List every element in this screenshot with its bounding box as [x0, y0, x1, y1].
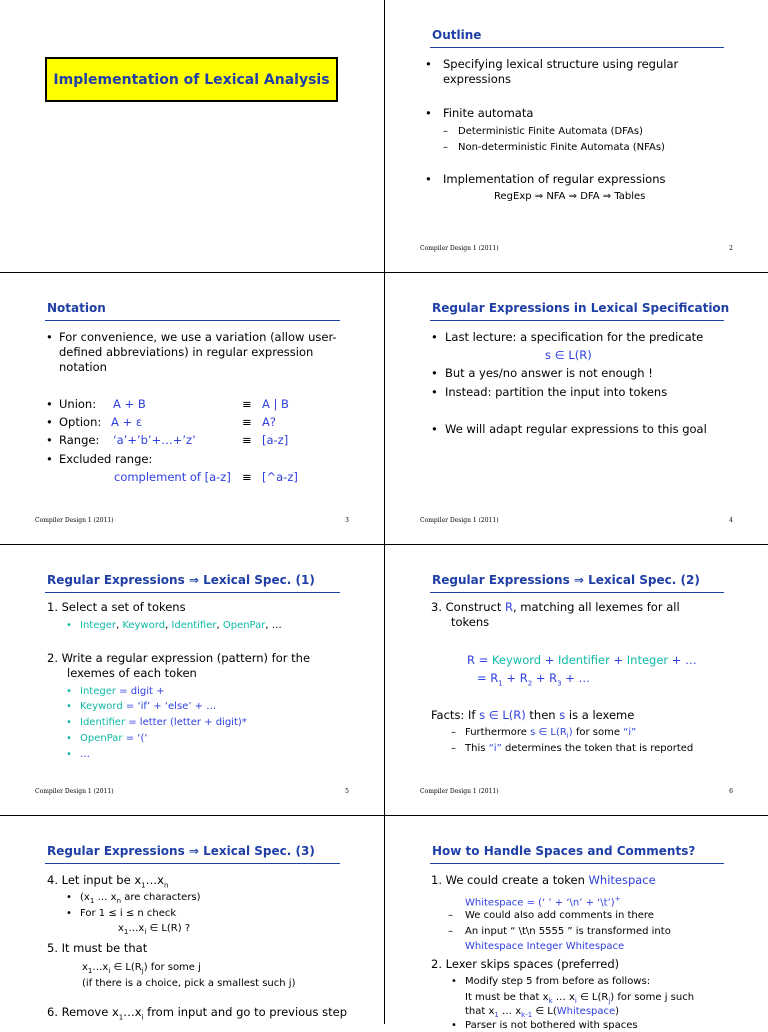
page-number: 3 [345, 517, 349, 524]
bullet-text: ($x_1$ … $x_n$ are characters) [80, 892, 201, 905]
token-rule: Identifier = letter (letter + digit)* [80, 717, 247, 728]
bullet: • [451, 1020, 457, 1031]
token-list: Integer, Keyword, Identifier, OpenPar, … [80, 620, 282, 631]
token-rule: … [80, 749, 90, 760]
dash: – [448, 910, 453, 921]
condition-expr: It must be that $x_k$ … $x_i$ ∈ $L(R_j)$ for some j such [465, 992, 695, 1005]
notation-expr: A + B [113, 397, 146, 411]
title-rule [45, 592, 340, 593]
condition-expr: that $x_1$ … $x_{k-1}$ ∈ L(Whitespace) [465, 1006, 620, 1019]
bullet: • [431, 385, 438, 399]
slide-1 [0, 0, 385, 273]
slide-6 [384, 544, 768, 816]
bullet: • [66, 892, 72, 903]
bullet-text: Implementation of regular expressions [443, 172, 666, 186]
notation-result: [a-z] [262, 433, 289, 447]
footer: Compiler Design 1 (2011) [420, 788, 499, 795]
bullet: • [431, 366, 438, 380]
slide-5 [0, 544, 385, 816]
bullet: • [66, 908, 72, 919]
page-number: 4 [729, 517, 733, 524]
notation-expr: ‘a’+’b’+…+’z’ [113, 433, 196, 447]
predicate-expr: s ∈ L(R) [545, 348, 592, 362]
bullet: • [431, 330, 438, 344]
slide-title: Regular Expressions ⇒ Lexical Spec. (2) [432, 573, 700, 587]
bullet: • [66, 733, 72, 744]
slide-title: How to Handle Spaces and Comments? [432, 844, 696, 858]
title-rule [45, 320, 340, 321]
bullet: • [451, 976, 457, 987]
footer: Compiler Design 1 (2011) [420, 517, 499, 524]
bullet-text: expressions [443, 72, 512, 86]
token-rule: Integer = digit + [80, 686, 165, 697]
step-text: 6. Remove $x_1\dots x_i$ from input and go to previous step [47, 1005, 347, 1022]
notation-expr: A + ε [111, 415, 143, 429]
step-text: 1. Select a set of tokens [47, 600, 186, 614]
dash: – [443, 142, 448, 153]
notation-result: [^a-z] [262, 470, 298, 484]
page-number: 6 [729, 788, 733, 795]
bullet-text: For convenience, we use a variation (allow user- [59, 330, 337, 344]
slide-title: Notation [47, 301, 106, 315]
notation-result: A | B [262, 397, 289, 411]
dash: – [448, 926, 453, 937]
condition-note: (if there is a choice, pick a smallest such j) [82, 978, 296, 989]
bullet: • [431, 422, 438, 436]
slide-title: Outline [432, 28, 482, 42]
step-text: 2. Lexer skips spaces (preferred) [431, 957, 620, 971]
title-rule [430, 320, 724, 321]
bullet: • [425, 172, 432, 186]
title-box [45, 57, 338, 102]
notation-label: Option: [59, 415, 102, 429]
slide-3 [0, 272, 385, 545]
bullet-text: But a yes/no answer is not enough ! [445, 366, 653, 380]
dash: – [443, 126, 448, 137]
notation-label: Union: [59, 397, 97, 411]
whitespace-def: Whitespace = (‘ ’ + ‘\n’ + ‘\t’)+ [465, 895, 621, 909]
bullet-text: defined abbreviations) in regular expression [59, 345, 314, 359]
sub-bullet-text: Non-deterministic Finite Automata (NFAs) [458, 142, 665, 153]
slide-title: Regular Expressions ⇒ Lexical Spec. (1) [47, 573, 315, 587]
title-rule [45, 863, 340, 864]
bullet: • [46, 452, 53, 466]
step-text: 5. It must be that [47, 941, 148, 955]
step-text: 2. Write a regular expression (pattern) for the [47, 651, 311, 665]
step-text: 4. Let input be $x_1\dots x_n$ [47, 873, 169, 890]
bullet-text: Finite automata [443, 106, 534, 120]
bullet: • [425, 57, 432, 71]
pipeline-text: RegExp ⇒ NFA ⇒ DFA ⇒ Tables [494, 191, 646, 202]
step-text: 3. Construct R, matching all lexemes for all [431, 600, 680, 614]
slide-title: Implementation of Lexical Analysis [53, 71, 330, 88]
title-rule [430, 592, 724, 593]
condition-expr: $x_1\dots x_i$ ∈ $L(R_j)$ for some j [82, 962, 201, 975]
dash: – [451, 743, 456, 754]
bullet: • [425, 106, 432, 120]
slide-title: Regular Expressions in Lexical Specification [432, 301, 730, 315]
step-text: tokens [451, 615, 490, 629]
bullet: • [66, 620, 72, 631]
slide-7 [0, 815, 385, 1024]
facts-text: Facts: If s ∈ L(R) then s is a lexeme [431, 708, 635, 722]
fact-detail: This “i” determines the token that is reported [465, 743, 694, 754]
bullet: • [66, 701, 72, 712]
bullet-text: Specifying lexical structure using regular [443, 57, 679, 71]
bullet-text: We will adapt regular expressions to this goal [445, 422, 707, 436]
token-sequence: Whitespace Integer Whitespace [465, 941, 625, 952]
bullet: • [46, 415, 53, 429]
sub-bullet-text: Deterministic Finite Automata (DFAs) [458, 126, 643, 137]
bullet-text: Parser is not bothered with spaces [465, 1020, 638, 1031]
bullet: • [66, 749, 72, 760]
notation-label: Excluded range: [59, 452, 153, 466]
bullet: • [46, 397, 53, 411]
page-number: 5 [345, 788, 349, 795]
title-rule [430, 863, 724, 864]
notation-result: A? [262, 415, 276, 429]
token-rule: Keyword = ‘if’ + ‘else’ + … [80, 701, 217, 712]
detail-text: An input “ \t\n 5555 ” is transformed into [465, 926, 671, 937]
bullet-text: For 1 ≤ i ≤ n check [80, 908, 177, 919]
step-text: lexemes of each token [67, 666, 197, 680]
slide-2 [384, 0, 768, 273]
equiv-symbol: ≡ [242, 470, 252, 484]
bullet: • [66, 686, 72, 697]
dash: – [451, 727, 456, 738]
title-rule [430, 47, 724, 48]
equiv-symbol: ≡ [242, 397, 252, 411]
regex-expansion: = $R_1 + R_2 + R_3$ + … [477, 671, 591, 688]
page-number: 2 [729, 245, 733, 252]
notation-expr: complement of [a-z] [114, 470, 231, 484]
slide-4 [384, 272, 768, 545]
fact-detail: Furthermore s ∈ $L(R_i)$ for some “i” [465, 727, 637, 740]
bullet-text: Modify step 5 from before as follows: [465, 976, 651, 987]
bullet-text: Instead: partition the input into tokens [445, 385, 668, 399]
detail-text: We could also add comments in there [465, 910, 654, 921]
equiv-symbol: ≡ [242, 415, 252, 429]
notation-label: Range: [59, 433, 100, 447]
equiv-symbol: ≡ [242, 433, 252, 447]
bullet-text: notation [59, 360, 107, 374]
bullet: • [46, 330, 53, 344]
bullet: • [66, 717, 72, 728]
footer: Compiler Design 1 (2011) [35, 517, 114, 524]
check-expr: $x_1\dots x_i$ ∈ L(R) ? [118, 923, 191, 936]
slide-title: Regular Expressions ⇒ Lexical Spec. (3) [47, 844, 315, 858]
regex-sum: R = Keyword + Identifier + Integer + … [467, 653, 697, 667]
bullet-text: Last lecture: a specification for the predicate [445, 330, 704, 344]
bullet: • [46, 433, 53, 447]
footer: Compiler Design 1 (2011) [420, 245, 499, 252]
token-rule: OpenPar = ‘(‘ [80, 733, 148, 744]
step-text: 1. We could create a token Whitespace [431, 873, 656, 887]
footer: Compiler Design 1 (2011) [35, 788, 114, 795]
slide-8 [384, 815, 768, 1031]
